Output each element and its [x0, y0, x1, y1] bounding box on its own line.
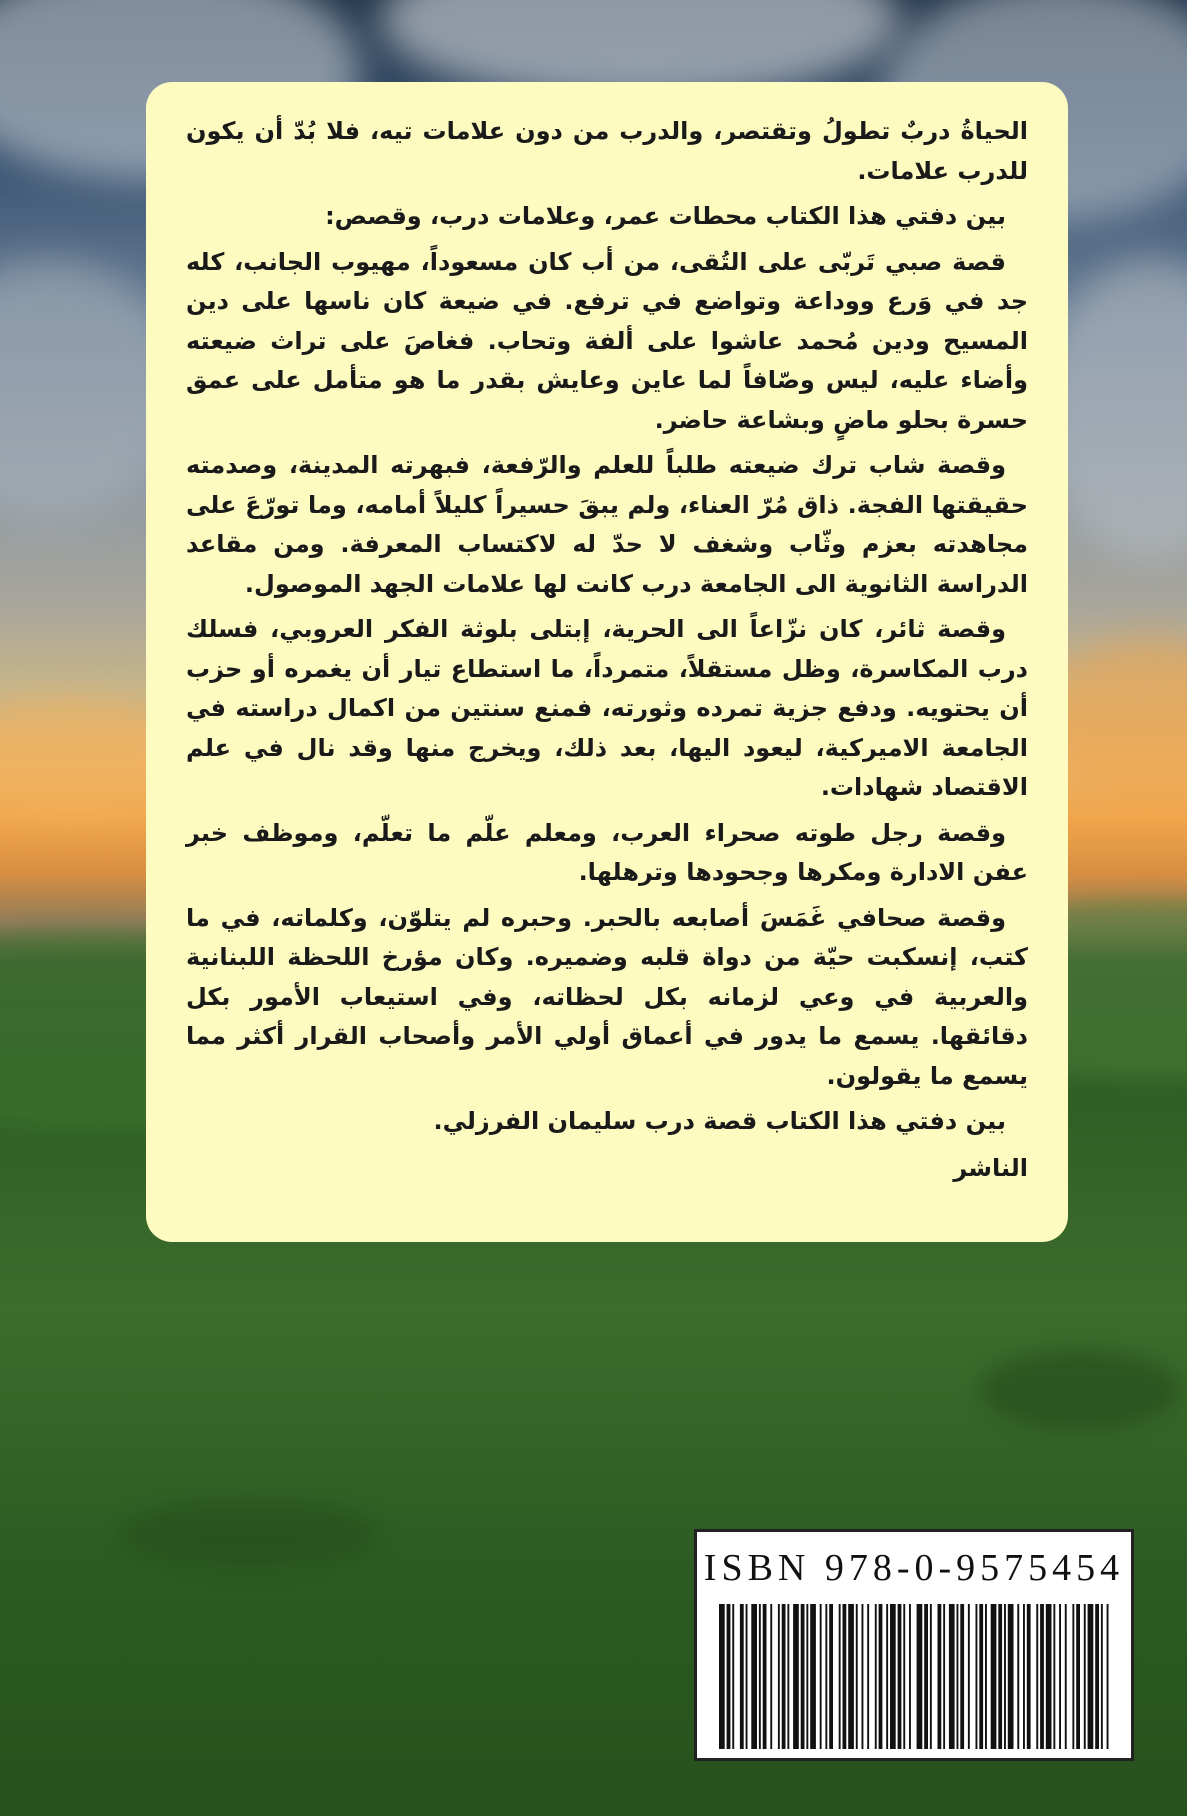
story-youth-paragraph: وقصة شاب ترك ضيعته طلباً للعلم والرّفعة، فبهرته المدينة، وصدمته حقيقتها الفجة. ذاق مُرّ العناء، ولم يبقَ حسيراً كليلاً أمامه، وما تورّعَ على مجاهدته بعزم وثّاب وشغف لا حدّ له لاكتساب المعرفة. ومن مقاعد الدراسة الثانوية الى الجامعة درب كانت لها علامات الجهد الموصول.	[186, 451, 1028, 598]
barcode-bar	[943, 1604, 945, 1749]
story-man-paragraph: وقصة رجل طوته صحراء العرب، ومعلم علّم ما تعلّم، وموظف خبر عفن الادارة ومكرها وجحودها وترهلها.	[186, 818, 1028, 886]
barcode-bar	[898, 1604, 902, 1749]
hill-shape	[980, 1350, 1180, 1430]
barcode-bar	[1065, 1604, 1067, 1749]
barcode-bar	[787, 1604, 789, 1749]
barcode-bar	[839, 1604, 841, 1749]
barcode-bar	[719, 1604, 725, 1749]
barcode-bar	[1088, 1604, 1094, 1749]
barcode-bar	[875, 1604, 877, 1749]
barcode-bar	[976, 1604, 978, 1749]
barcode-bar	[820, 1604, 822, 1749]
barcode-bar	[763, 1604, 767, 1749]
barcode-bar	[1059, 1604, 1061, 1749]
barcode-bar	[1084, 1604, 1086, 1749]
barcode-bar	[727, 1604, 731, 1749]
barcode-bar	[848, 1604, 854, 1749]
hill-shape	[120, 1500, 380, 1570]
barcode-bar	[770, 1604, 772, 1749]
closing-paragraph: بين دفتي هذا الكتاب قصة درب سليمان الفرزلي.	[433, 1107, 1006, 1135]
barcode-bar	[801, 1604, 805, 1749]
story-rebel-paragraph: وقصة ثائر، كان نزّاعاً الى الحرية، إبتلى بلوثة الفكر العروبي، فسلك درب المكاسرة، وظل مستقلاً، متمرداً، ما استطاع تيار أن يغمره أو حزب أن يحتويه. ودفع جزية تمرده وثورته، فمنع سنتين من اكمال دراسته في الجامعة الاميركية، ليعود اليها، بعد ذلك، ويخرج منها وقد نال في علم الاقتصاد شهادات.	[186, 615, 1028, 801]
story-journalist-paragraph: وقصة صحافي غَمَسَ أصابعه بالحبر. وحبره لم يتلوّن، وكلماته، في ما كتب، إنسكبت حيّة من دواة قلبه وضميره. وكان مؤرخ اللحظة اللبنانية والعربية في وعي لزمانه بكل لحظاته، وفي استيعاب الأمور بكل دقائقها. يسمع ما يدور في أعماق أولي الأمر وأصحاب القرار أكثر مما يسمع ما يقولون.	[186, 903, 1028, 1090]
barcode-bar	[1101, 1604, 1103, 1749]
barcode-bar	[991, 1604, 997, 1749]
barcode-bar	[810, 1604, 816, 1749]
barcode-bar	[778, 1604, 780, 1749]
back-cover-text-panel	[146, 82, 1068, 1242]
barcode-bar	[843, 1604, 847, 1749]
barcode-bar	[1017, 1604, 1019, 1749]
barcode-bar	[879, 1604, 883, 1749]
story-child-paragraph: قصة صبي تَربّى على التُقى، من أب كان مسعوداً، مهيوب الجانب، كله جد في وَرع ووداعة وتواضع في ترفع. في ضيعة كان ناسها على دين المسيح ودين مُحمد عاشوا على ألفة وتحاب. فغاصَ على تراث ضيعته وأضاء عليه، ليس وصّافاً لما عاين وعايش بقدر ما هو متأمل على عمق حسرة بحلو ماضٍ وبشاعة حاضر.	[186, 247, 1028, 434]
barcode-bar	[890, 1604, 896, 1749]
barcode-bar	[1036, 1604, 1038, 1749]
barcode-bar	[867, 1604, 869, 1749]
barcode-bar	[930, 1604, 932, 1749]
isbn-barcode	[694, 1529, 1134, 1761]
barcode-bar	[856, 1604, 858, 1749]
barcode-bar	[759, 1604, 761, 1749]
barcode-bar	[825, 1604, 827, 1749]
barcode-bar	[740, 1604, 744, 1749]
barcode-bar	[1095, 1604, 1099, 1749]
barcode-bar	[1076, 1604, 1080, 1749]
lead-in-paragraph: بين دفتي هذا الكتاب محطات عمر، وعلامات درب، وقصص:	[325, 202, 1006, 230]
barcode-bar	[1004, 1604, 1006, 1749]
barcode-bar	[1072, 1604, 1074, 1749]
barcode-bar	[938, 1604, 942, 1749]
barcode-bar	[1046, 1604, 1052, 1749]
publisher-signature: الناشر	[953, 1153, 1028, 1182]
barcode-bars	[719, 1604, 1109, 1749]
barcode-bar	[746, 1604, 748, 1749]
barcode-bar	[903, 1604, 905, 1749]
barcode-bar	[1040, 1604, 1044, 1749]
barcode-bar	[1008, 1604, 1014, 1749]
barcode-bar	[1023, 1604, 1025, 1749]
barcode-bar	[862, 1604, 864, 1749]
barcode-bar	[949, 1604, 955, 1749]
barcode-bar	[1107, 1604, 1109, 1749]
barcode-bar	[957, 1604, 959, 1749]
barcode-bar	[909, 1604, 911, 1749]
barcode-bar	[924, 1604, 928, 1749]
barcode-bar	[917, 1604, 923, 1749]
barcode-bar	[806, 1604, 808, 1749]
barcode-bar	[985, 1604, 987, 1749]
barcode-bar	[1027, 1604, 1031, 1749]
barcode-bar	[998, 1604, 1002, 1749]
barcode-bar	[1053, 1604, 1055, 1749]
barcode-bar	[886, 1604, 888, 1749]
barcode-bar	[960, 1604, 964, 1749]
barcode-bar	[968, 1604, 970, 1749]
barcode-bar	[751, 1604, 757, 1749]
intro-paragraph: الحياةُ دربٌ تطولُ وتقتصر، والدرب من دون علامات تيه، فلا بُدّ أن يكون للدرب علامات.	[186, 117, 1028, 185]
barcode-bar	[782, 1604, 786, 1749]
barcode-bar	[829, 1604, 833, 1749]
barcode-bar	[793, 1604, 799, 1749]
barcode-bar	[979, 1604, 983, 1749]
isbn-label: ISBN 978-0-9575454	[703, 1547, 1125, 1589]
barcode-bar	[732, 1604, 734, 1749]
